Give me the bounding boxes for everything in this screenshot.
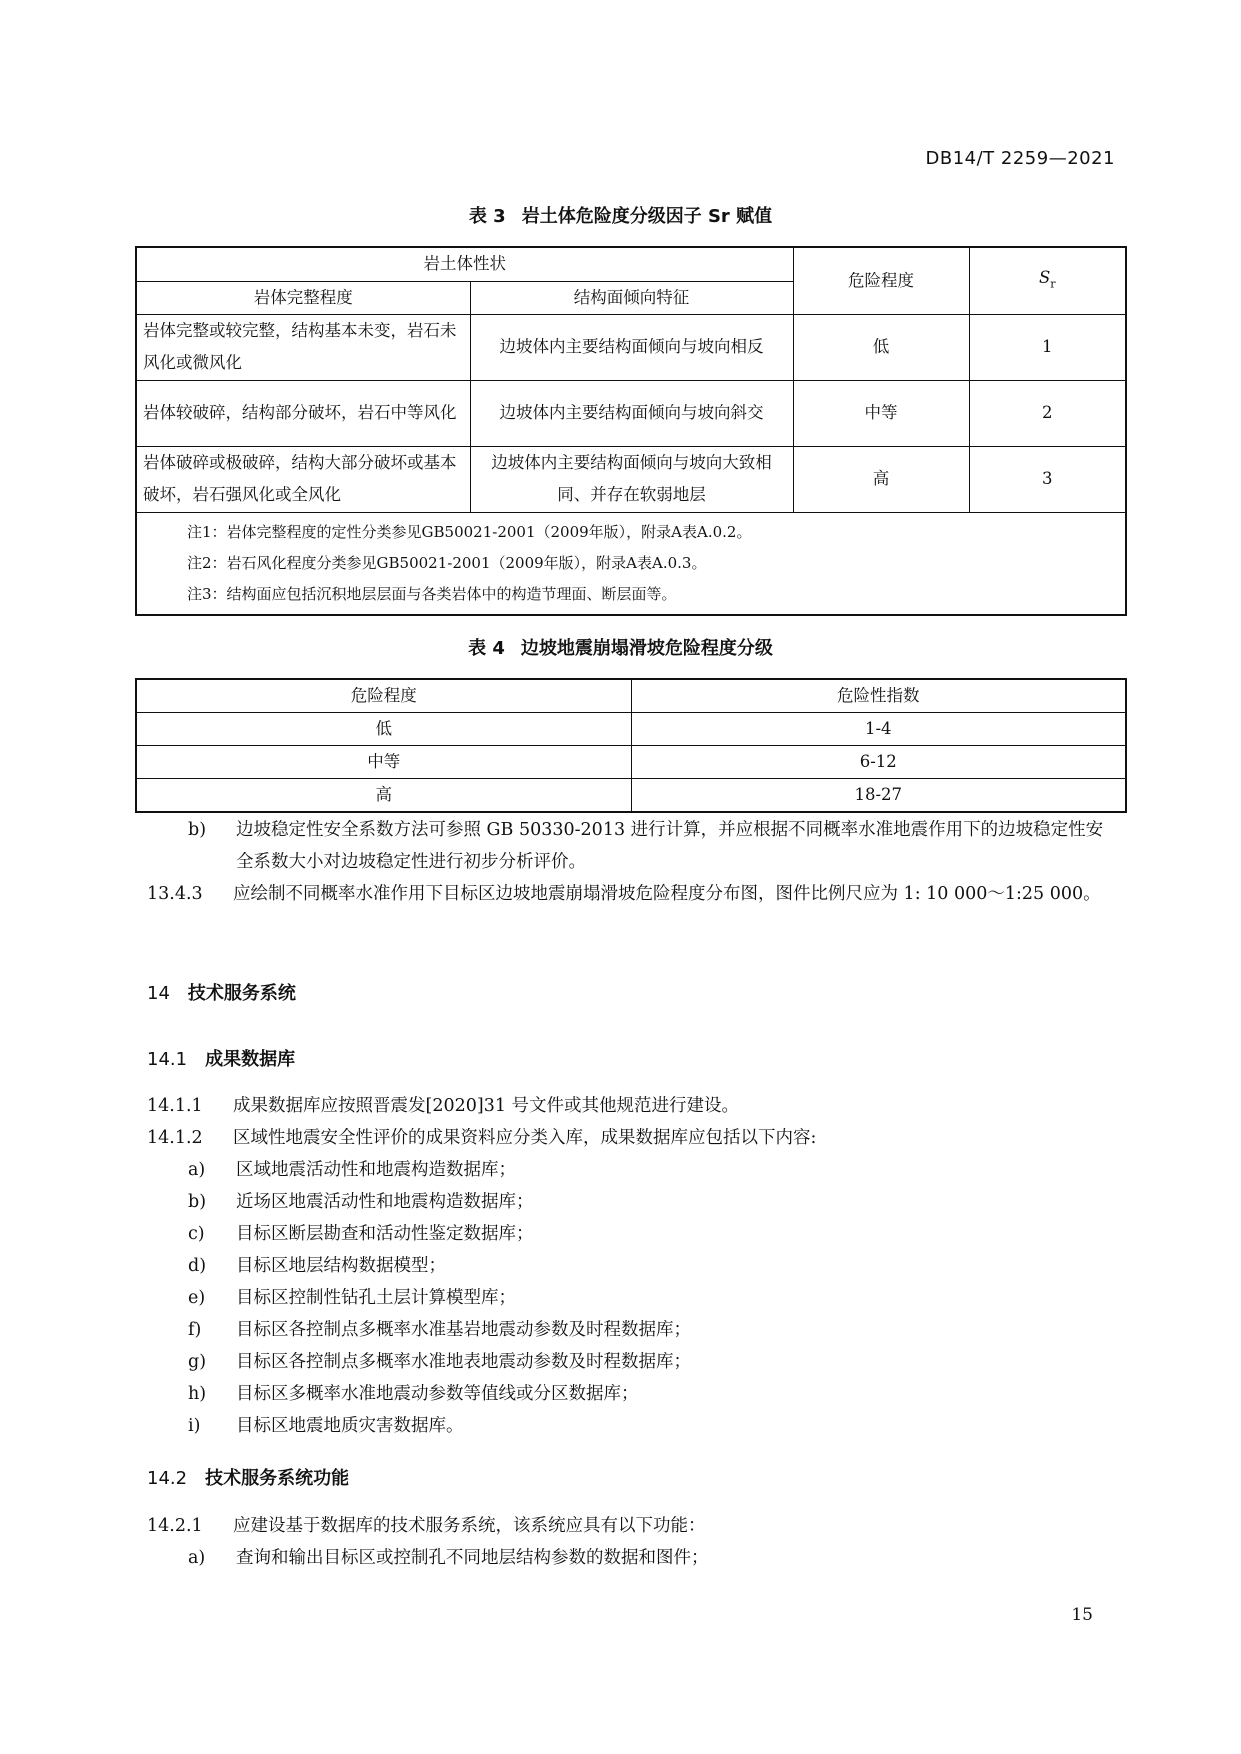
table3-header-structure: 结构面倾向特征 [470, 281, 793, 314]
table-header-row [136, 679, 1126, 713]
list-item-text: 目标区多概率水准地震动参数等值线或分区数据库； [236, 1384, 639, 1404]
list-item-text: 目标区控制性钻孔土层计算模型库； [236, 1288, 516, 1308]
section-14-heading [147, 979, 296, 1005]
document-code: DB14/T 2259—2021 [925, 148, 1115, 169]
list-item-label: d) [188, 1256, 207, 1276]
list-item-text: 目标区断层勘查和活动性鉴定数据库； [236, 1224, 534, 1244]
table3-notes [136, 512, 1126, 615]
table-row [136, 746, 1126, 779]
table3-cell-integrity: 岩体完整或较完整，结构基本未变，岩石未风化或微风化 [136, 314, 470, 380]
list-item [188, 1542, 1118, 1574]
table4-cell-index: 6-12 [631, 746, 1126, 779]
section-number: 14.1 [147, 1049, 188, 1070]
list-item-label: c) [188, 1224, 205, 1244]
table4-caption [0, 634, 1241, 660]
table3-cell-sr: 3 [969, 446, 1126, 512]
clause-text: 成果数据库应按照晋震发[2020]31 号文件或其他规范进行建设。 [233, 1096, 740, 1116]
table4-cell-index: 1-4 [631, 713, 1126, 746]
table3-cell-structure: 边坡体内主要结构面倾向与坡向相反 [470, 314, 793, 380]
list-item-label: b) [188, 1192, 207, 1212]
table3-cell-sr: 2 [969, 380, 1126, 446]
table3-cell-risk: 高 [793, 446, 969, 512]
table3-cell-structure: 边坡体内主要结构面倾向与坡向斜交 [470, 380, 793, 446]
table3-header-sr [969, 247, 1126, 314]
list-item [188, 1282, 1118, 1314]
table-row [136, 779, 1126, 813]
list-item-label: f) [188, 1320, 202, 1340]
table3-cell-integrity: 岩体较破碎，结构部分破坏，岩石中等风化 [136, 380, 470, 446]
list-item [188, 1314, 1118, 1346]
list-item-text: 边坡稳定性安全系数方法可参照 GB 50330-2013 进行计算，并应根据不同概率水准地震作用下的边坡稳定性安全系数大小对边坡稳定性进行初步分析评价。 [236, 820, 1104, 872]
clause-number: 13.4.3 [147, 884, 203, 904]
table3-header-risk: 危险程度 [793, 247, 969, 314]
list-item-label: b) [188, 820, 207, 840]
clause-14-2-1 [147, 1510, 1117, 1542]
clause-14-1-2 [147, 1122, 1117, 1154]
clause-13-4-3 [147, 878, 1117, 910]
list-item-text: 目标区各控制点多概率水准基岩地震动参数及时程数据库； [236, 1320, 691, 1340]
section-title: 成果数据库 [205, 1049, 296, 1070]
table3-cell-risk: 低 [793, 314, 969, 380]
table3-cell-integrity: 岩体破碎或极破碎，结构大部分破坏或基本破坏，岩石强风化或全风化 [136, 446, 470, 512]
clause-number: 14.2.1 [147, 1516, 203, 1536]
list-item-text: 目标区地震地质灾害数据库。 [236, 1416, 464, 1436]
table-row [136, 446, 1126, 512]
section-14-1-heading [147, 1045, 295, 1071]
list-item [188, 1154, 1118, 1186]
list-item-text: 目标区地层结构数据模型； [236, 1256, 446, 1276]
list-item [188, 1250, 1118, 1282]
table-row [136, 314, 1126, 380]
sr-subscript: r [1050, 276, 1056, 290]
list-item-label: g) [188, 1352, 207, 1372]
table4 [135, 678, 1125, 813]
list-item-label: h) [188, 1384, 207, 1404]
clause-14-1-1 [147, 1090, 1117, 1122]
table4-cell-risk: 中等 [136, 746, 631, 779]
section-title: 技术服务系统功能 [205, 1468, 350, 1489]
list-item-label: e) [188, 1288, 206, 1308]
table-row [136, 380, 1126, 446]
list-item-text: 目标区各控制点多概率水准地表地震动参数及时程数据库； [236, 1352, 691, 1372]
clause-text: 应建设基于数据库的技术服务系统，该系统应具有以下功能： [233, 1516, 706, 1536]
table4-cell-index: 18-27 [631, 779, 1126, 813]
section-14-2-heading [147, 1464, 349, 1490]
list-item-label: a) [188, 1548, 206, 1568]
clause-text: 应绘制不同概率水准作用下目标区边坡地震崩塌滑坡危险程度分布图，图件比例尺应为 1: 10 000～1:25 000。 [233, 884, 1101, 904]
table3-cell-structure: 边坡体内主要结构面倾向与坡向大致相同、并存在软弱地层 [470, 446, 793, 512]
clause-number: 14.1.1 [147, 1096, 203, 1116]
list-item [188, 1378, 1118, 1410]
table-row [136, 713, 1126, 746]
table4-cell-risk: 低 [136, 713, 631, 746]
table3-cell-risk: 中等 [793, 380, 969, 446]
list-item [188, 1218, 1118, 1250]
list-item [188, 1346, 1118, 1378]
list-item-text: 区域地震活动性和地震构造数据库； [236, 1160, 516, 1180]
list-item [188, 1410, 1118, 1442]
list-item-label: a) [188, 1160, 206, 1180]
table4-caption-title: 边坡地震崩塌滑坡危险程度分级 [520, 638, 773, 659]
table4-header-risk: 危险程度 [136, 679, 631, 713]
page-number: 15 [1071, 1605, 1093, 1625]
clause-text: 区域性地震安全性评价的成果资料应分类入库，成果数据库应包括以下内容: [233, 1128, 817, 1148]
table3-cell-sr: 1 [969, 314, 1126, 380]
list-item-text: 查询和输出目标区或控制孔不同地层结构参数的数据和图件； [236, 1548, 709, 1568]
table3-group-header: 岩土体性状 [136, 247, 793, 281]
list-item-label: i) [188, 1416, 201, 1436]
sr-symbol: S [1038, 267, 1051, 287]
table3-note: 注2：岩石风化程度分类参见GB50021-2001（2009年版），附录A表A.0.3。 [187, 553, 707, 572]
table4-header-index: 危险性指数 [631, 679, 1126, 713]
table3-note: 注3：结构面应包括沉积地层层面与各类岩体中的构造节理面、断层面等。 [187, 584, 677, 603]
list-item [188, 1186, 1118, 1218]
table3-caption-title: 岩土体危险度分级因子 Sr 赋值 [521, 206, 773, 227]
section-number: 14 [147, 983, 170, 1004]
table3-caption-label: 表 3 [468, 206, 506, 227]
section-title: 技术服务系统 [187, 983, 296, 1004]
table3-header-integrity: 岩体完整程度 [136, 281, 470, 314]
table4-cell-risk: 高 [136, 779, 631, 813]
table3-note: 注1：岩体完整程度的定性分类参见GB50021-2001（2009年版），附录A表A.0.2。 [187, 522, 752, 541]
list-item-text: 近场区地震活动性和地震构造数据库； [236, 1192, 534, 1212]
clause-number: 14.1.2 [147, 1128, 203, 1148]
table3-caption [0, 202, 1241, 228]
table4-caption-label: 表 4 [468, 638, 505, 659]
section-number: 14.2 [147, 1468, 188, 1489]
list-item [188, 814, 1118, 872]
table3 [135, 246, 1125, 616]
